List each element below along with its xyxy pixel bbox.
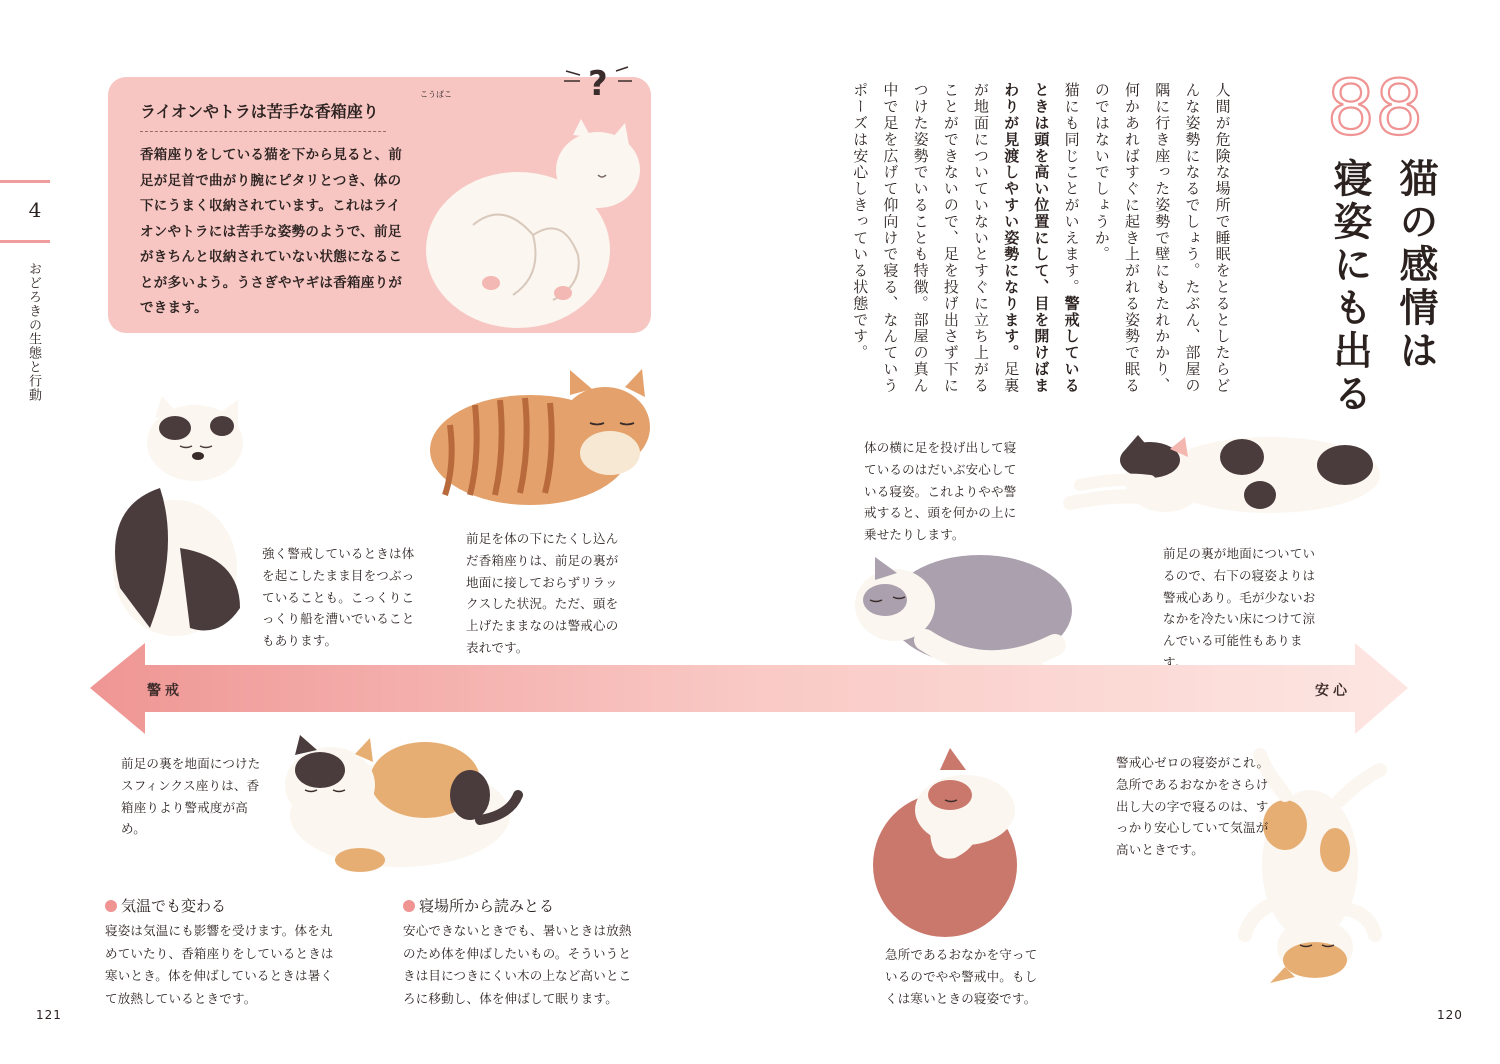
section-temperature-body: 寝姿は気温にも影響を受けます。体を丸めていたり、香箱座りをしているときは寒いとき。体を伸ばしているときは暑くて放熱しているときです。 <box>105 923 334 1006</box>
section-place-heading <box>403 895 554 916</box>
caption-ball-cat: 急所であるおなかを守っているのでやや警戒中。もしくは寒いときの寝姿です。 <box>885 947 1038 1006</box>
section-temperature-heading <box>105 895 226 916</box>
dot-bullet-icon <box>105 900 117 912</box>
section-place-title: 寝場所から読みとる <box>419 897 555 915</box>
article-title-line2: 寝姿にも出る <box>1327 158 1372 416</box>
info-box-divider <box>140 131 386 132</box>
curled-ball-cat-illustration <box>870 740 1030 940</box>
caption-tabby-loaf: 前足を体の下にたくし込んだ香箱座りは、前足の裏が地面に接しておらずリラックスした状況。ただ、頭を上げたままなのは警戒心の表れです。 <box>466 531 619 655</box>
article-paragraph-2-emphasis: 警戒しているときは頭を高い位置にして、目を開けばまわりが見渡しやすい姿勢になります。 <box>1002 82 1081 394</box>
svg-text:?: ? <box>588 64 608 104</box>
caption-belly-up-cat: 警戒心ゼロの寝姿がこれ。急所であるおなかをさらけ出し大の字で寝るのは、すっかり安心していて気温が高いときです。 <box>1116 755 1270 858</box>
article-title <box>1316 158 1448 438</box>
page-number-right: 120 <box>1437 1008 1463 1022</box>
info-box <box>108 64 651 333</box>
scale-arrow <box>90 640 1410 740</box>
scale-label-relaxed: 安心 <box>1315 683 1351 699</box>
article-title-line1: 猫の感情は <box>1393 158 1438 373</box>
article-paragraph-1: 人間が危険な場所で睡眠をとるとしたらどんな姿勢になるでしょう。たぶん、部屋の隅に行き座った姿勢で壁にもたれかかり、何かあればすぐに起き上がれる姿勢で眠るのではないでしょうか。 <box>1092 82 1232 394</box>
article-paragraph-2a: 猫にも同じことがいえます。 <box>1062 82 1081 296</box>
article-paragraph-2c: 足裏が地面についていないとすぐに立ち上がることができないので、足を投げ出さず下につけた姿勢でいることも特徴。部屋の真ん中で足を広げて仰向けで寝る、なんていうポーズは安心しきっている状態です。 <box>851 82 1021 394</box>
info-box-title: ライオンやトラは苦手な香箱座り <box>140 102 379 121</box>
caption-side-lying-top: 体の横に足を投げ出して寝ているのはだいぶ安心している寝姿。これよりやや警戒すると、頭を何かの上に乗せたりします。 <box>864 440 1017 543</box>
ruby-text: こうばこ <box>420 90 452 99</box>
chapter-rule-bottom <box>0 240 50 243</box>
caption-sphinx-cat: 前足の裏を地面につけたスフィンクス座りは、香箱座りより警戒度が高め。 <box>121 756 261 837</box>
section-temperature-title: 気温でも変わる <box>121 897 227 915</box>
dot-bullet-icon <box>403 900 415 912</box>
article-body <box>845 82 1238 400</box>
loaf-cat-from-below-illustration <box>413 115 643 335</box>
caption-sitting-cat: 強く警戒しているときは体を起こしたまま目をつぶっていることも。こっくりこっくり船を漕いでいることもあります。 <box>262 546 415 649</box>
sphinx-calico-cat-illustration <box>265 730 525 880</box>
scale-label-alert: 警戒 <box>147 683 183 699</box>
article-number <box>1300 76 1450 146</box>
svg-text:88: 88 <box>1326 76 1424 146</box>
chapter-title: おどろきの生態と行動 <box>26 262 41 402</box>
tabby-loaf-cat-illustration <box>420 365 660 505</box>
chapter-rule-top <box>0 180 50 183</box>
info-box-body: 香箱座りをしている猫を下から見ると、前足が足首で曲がり腕にピタリとつき、体の下にうまく収納されています。これはライオンやトラには苦手な姿勢のようで、前足がきちんと収納されていない状態になることが多いよう。うさぎやヤギは香箱座りができます。 <box>140 147 403 316</box>
question-mark-icon <box>558 57 638 117</box>
section-place-body: 安心できないときでも、暑いときは放熱のため体を伸ばしたいもの。そういうときは目につきにくい木の上など高いところに移動し、体を伸ばして眠ります。 <box>403 923 632 1006</box>
sitting-cat-illustration <box>100 398 250 638</box>
side-lying-cat-illustration <box>1070 425 1390 525</box>
page-number-left: 121 <box>36 1008 62 1022</box>
chapter-number: 4 <box>28 198 42 222</box>
caption-side-lying-bottom: 前足の裏が地面についているので、右下の寝姿よりは警戒心あり。毛が少ないおなかを冷たい床につけて涼んでいる可能性もあります。 <box>1163 546 1316 670</box>
